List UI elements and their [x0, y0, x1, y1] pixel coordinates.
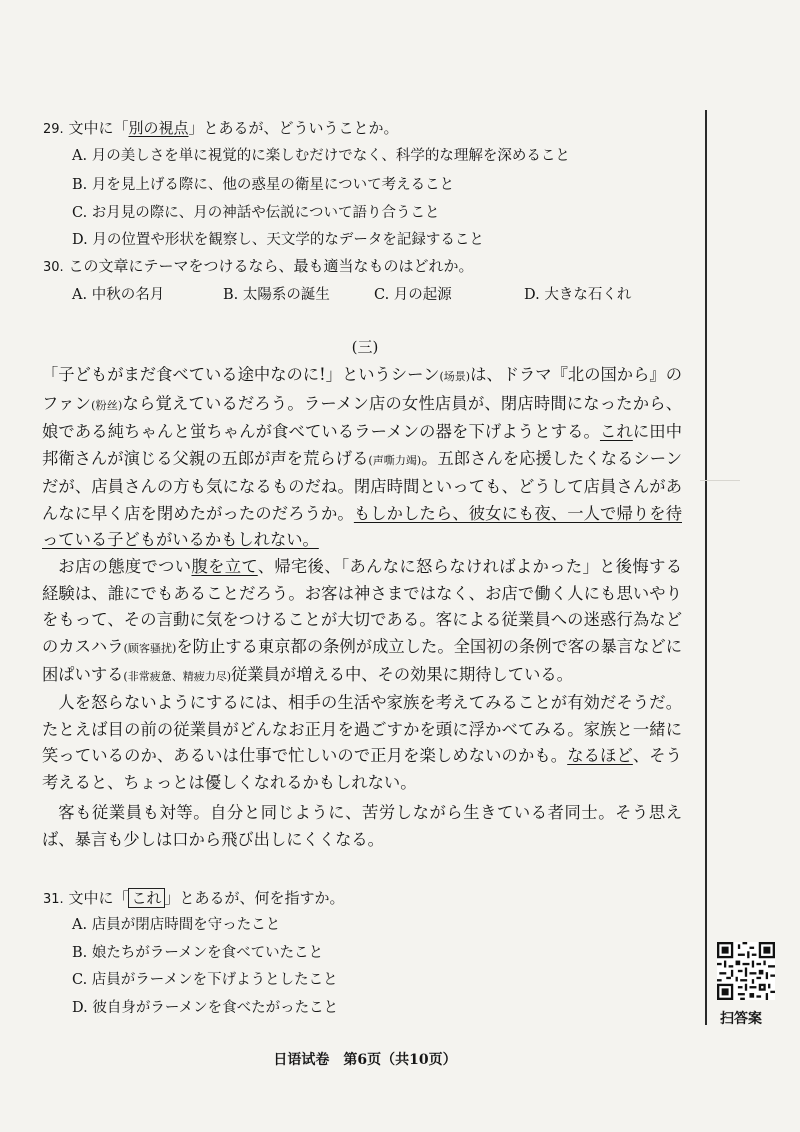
q31-option-d[interactable]: D. 彼自身がラーメンを食べたがったこと	[72, 1000, 339, 1016]
underlined-sentence: もしかしたら、彼女にも夜、一人で帰りを待っている子どもがいるかもしれない。	[42, 503, 682, 549]
bleed-through-mark	[700, 480, 740, 481]
q31-option-a[interactable]: A. 店員が閉店時間を守ったこと	[72, 917, 281, 933]
passage-paragraph-1: 「子どもがまだ食べている途中なのに!」というシーン(场景)は、ドラマ『北の国から』のファン(粉丝)なら覚えているだろう。ラーメン店の女性店員が、閉店時間になったから、娘である純ちゃんと蛍ちゃんが食べているラーメンの器を下げようとする。これに田中邦衛さんが演じる父親の五郎が声を荒らげる(声嘶力竭)。五郎さんを応援したくなるシーンだが、店員さんの方も気になるものだね。閉店時間といっても、どうして店員さんがあんなに早く店を閉めたがったのだろうか。もしかしたら、彼女にも夜、一人で帰りを待っている子どもがいるかもしれない。	[42, 365, 682, 549]
quote-betsu-no-shiten: 別の視点	[128, 119, 189, 137]
margin-divider	[705, 110, 707, 1025]
question-29: 29. 文中に「別の視点」とあるが、どういうことか。	[43, 119, 399, 137]
q30-option-d[interactable]: D. 大きな石くれ	[524, 287, 632, 303]
q29-option-a[interactable]: A. 月の美しさを単に視覚的に楽しむだけでなく、科学的な理解を深めること	[72, 148, 570, 164]
question-31: 31. 文中に「 これ 」とあるが、何を指すか。	[43, 889, 345, 907]
q29-option-c[interactable]: C. お月見の際に、月の神話や伝説について語り合うこと	[72, 205, 440, 221]
q29-option-d[interactable]: D. 月の位置や形状を観察し、天文学的なデータを記録すること	[72, 232, 484, 248]
q30-option-a[interactable]: A. 中秋の名月	[72, 287, 165, 303]
underlined-kore: これ	[599, 422, 633, 441]
passage-paragraph-2: お店の態度でつい腹を立て、帰宅後、「あんなに怒らなければよかった」と後悔する経験は、誰にでもあることだろう。お客は神さまではなく、お店で働く人にも思いやりをもって、その言動に気をつけることが大切である。客による従業員への迷惑行為などのカスハラ(顾客骚扰)を防止する東京都の条例が成立した。全国初の条例で客の暴言などに困ぱいする(非常疲惫、精疲力尽)従業員が増える中、その効果に期待している。	[42, 557, 682, 684]
q30-options	[72, 285, 672, 305]
underlined-naruhodo: なるほど	[567, 746, 633, 765]
passage-paragraph-4: 客も従業員も対等。自分と同じように、苦労しながら生きている者同士。そう思えば、暴言も少しは口から飛び出しにくくなる。	[42, 803, 682, 849]
q30-option-c[interactable]: C. 月の起源	[374, 287, 452, 303]
page-footer: 日语试卷 第6页（共10页）	[273, 1052, 457, 1068]
underlined-hara-wo-tate: 腹を立て	[191, 557, 258, 576]
qr-label: 扫答案	[720, 1011, 762, 1027]
question-30: 30. この文章にテーマをつけるなら、最も適当なものはどれか。	[43, 257, 474, 275]
q31-option-c[interactable]: C. 店員がラーメンを下げようとしたこと	[72, 972, 338, 988]
q30-option-b[interactable]: B. 太陽系の誕生	[223, 287, 330, 303]
quote-kore-boxed: これ	[128, 888, 164, 908]
q29-option-b[interactable]: B. 月を見上げる際に、他の惑星の衛星について考えること	[72, 177, 455, 193]
qr-code-icon[interactable]	[717, 942, 775, 1000]
passage-paragraph-3: 人を怒らないようにするには、相手の生活や家族を考えてみることが有効だそうだ。たとえば目の前の従業員がどんなお正月を過ごすかを頭に浮かべてみる。家族と一緒に笑っているのか、あるいは仕事で忙しいので正月を楽しめないのかも。なるほど、そう考えると、ちょっとは優しくなれるかもしれない。	[42, 693, 682, 792]
section-title: (三)	[351, 338, 379, 356]
q31-option-b[interactable]: B. 娘たちがラーメンを食べていたこと	[72, 945, 324, 961]
